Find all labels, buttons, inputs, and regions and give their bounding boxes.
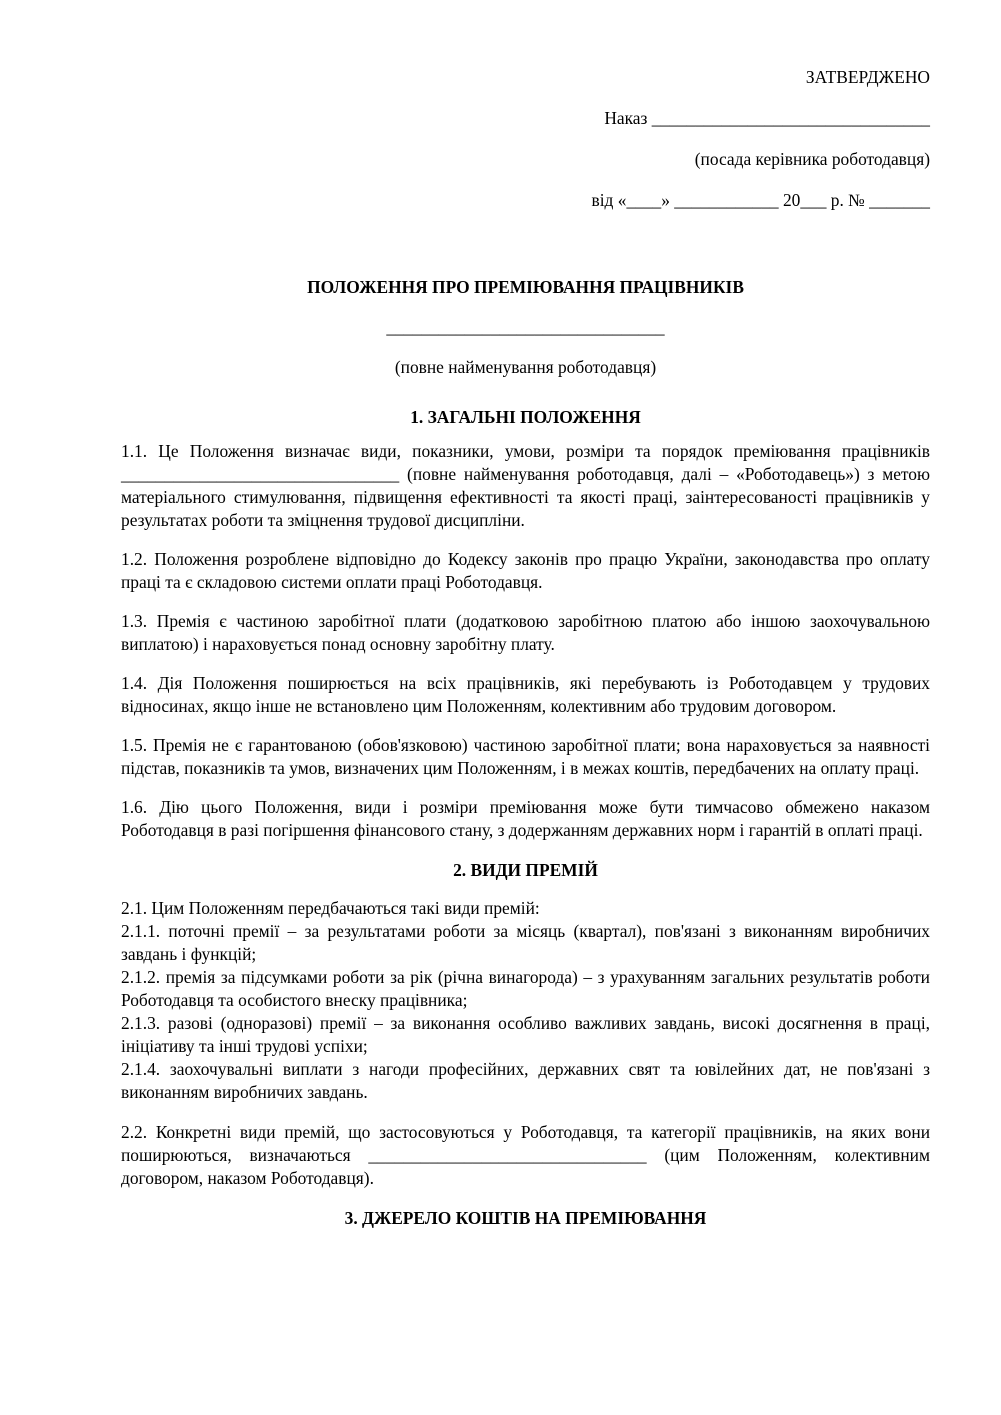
- paragraph-2-1: 2.1. Цим Положенням передбачаються такі види премій:: [121, 898, 540, 918]
- order-line: Наказ ________________________________: [604, 108, 930, 128]
- paragraph-1-1: 1.1. Це Положення визначає види, показники, умови, розміри та порядок преміювання працівників ________________________________ (повне найменування роботодавця, далі – «Роботодавець») з метою матеріального стимулювання, підвищення ефективності та якості праці, заінтересованості працівників у результатах роботи та зміцнення трудової дисципліни.: [121, 441, 930, 530]
- paragraph-2-1-1: 2.1.1. поточні премії – за результатами роботи за місяць (квартал), пов'язані з виконанням виробничих завдань і функцій;: [121, 921, 930, 964]
- paragraph-1-2: 1.2. Положення розроблене відповідно до Кодексу законів про працю України, законодавства про оплату праці та є складовою системи оплати праці Роботодавця.: [121, 549, 930, 592]
- approval-block: [121, 66, 930, 212]
- employer-name-blank: ________________________________: [386, 317, 665, 337]
- approved-stamp: ЗАТВЕРДЖЕНО: [805, 67, 930, 87]
- section-3-title: 3. ДЖЕРЕЛО КОШТІВ НА ПРЕМІЮВАННЯ: [344, 1208, 707, 1228]
- paragraph-1-6: 1.6. Дію цього Положення, види і розміри преміювання може бути тимчасово обмежено наказом Роботодавця в разі погіршення фінансового стану, з додержанням державних норм і гарантій в оплаті праці.: [121, 797, 930, 840]
- bonus-types-list: [121, 897, 930, 1104]
- date-line: від «____» ____________ 20___ р. № _______: [591, 190, 930, 210]
- section-2-title: 2. ВИДИ ПРЕМІЙ: [453, 860, 598, 880]
- paragraph-2-1-4: 2.1.4. заохочувальні виплати з нагоди професійних, державних свят та ювілейних дат, не пов'язані з виконанням виробничих завдань.: [121, 1059, 930, 1102]
- document-title: ПОЛОЖЕННЯ ПРО ПРЕМІЮВАННЯ ПРАЦІВНИКІВ: [307, 277, 744, 297]
- paragraph-1-5: 1.5. Премія не є гарантованою (обов'язковою) частиною заробітної плати; вона нараховується за наявності підстав, показників та умов, визначених цим Положенням, і в межах коштів, передбачених на оплату праці.: [121, 735, 930, 778]
- paragraph-2-2: 2.2. Конкретні види премій, що застосовуються у Роботодавця, та категорії працівників, на яких вони поширюються, визначаються ________________________________ (цим Положенням, колективним договором, наказом Роботодавця).: [121, 1122, 930, 1188]
- paragraph-1-4: 1.4. Дія Положення поширюється на всіх працівників, які перебувають із Роботодавцем у трудових відносинах, якщо інше не встановлено цим Положенням, колективним або трудовим договором.: [121, 673, 930, 716]
- employer-name-caption: (повне найменування роботодавця): [394, 357, 657, 377]
- position-caption: (посада керівника роботодавця): [694, 149, 930, 169]
- paragraph-1-3: 1.3. Премія є частиною заробітної плати (додатковою заробітною платою або іншою заохочувальною виплатою) і нараховується понад основну заробітну плату.: [121, 611, 930, 654]
- section-1-title: 1. ЗАГАЛЬНІ ПОЛОЖЕННЯ: [410, 407, 641, 427]
- paragraph-2-1-3: 2.1.3. разові (одноразові) премії – за виконання особливо важливих завдань, високі досягнення в праці, ініціативу та інші трудові успіхи;: [121, 1013, 930, 1056]
- paragraph-2-1-2: 2.1.2. премія за підсумками роботи за рік (річна винагорода) – з урахуванням загальних результатів роботи Роботодавця та особистого внеску працівника;: [121, 967, 930, 1010]
